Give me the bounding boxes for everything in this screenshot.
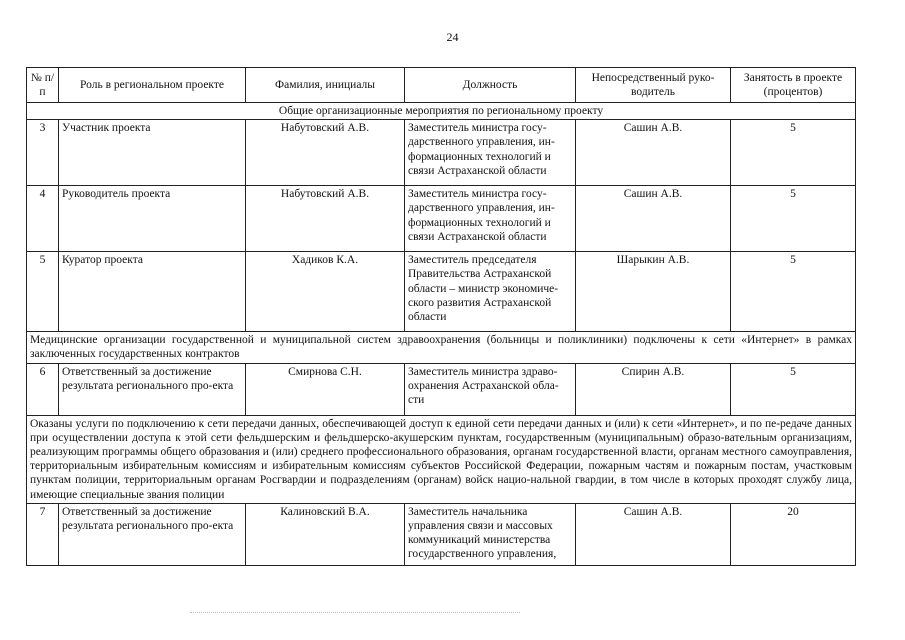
header-employment: Занятость в проекте (процентов) — [731, 68, 856, 103]
cell-manager: Сашин А.В. — [576, 186, 731, 252]
section-row — [27, 332, 856, 363]
header-position: Должность — [405, 68, 576, 103]
cell-num: 3 — [27, 120, 59, 186]
cell-name: Набутовский А.В. — [246, 186, 405, 252]
cell-num: 5 — [27, 252, 59, 332]
cell-position: Заместитель министра госу-дарственного управления, ин-формационных технологий и связи Астраханской области — [405, 120, 576, 186]
cell-manager: Шарыкин А.В. — [576, 252, 731, 332]
cell-name: Смирнова С.Н. — [246, 363, 405, 415]
cell-role: Участник проекта — [59, 120, 246, 186]
header-num: № п/п — [27, 68, 59, 103]
cell-position: Заместитель министра госу-дарственного управления, ин-формационных технологий и связи Астраханской области — [405, 186, 576, 252]
cell-position: Заместитель министра здраво-охранения Астраханской обла-сти — [405, 363, 576, 415]
table-row — [27, 120, 856, 186]
cell-employment: 5 — [731, 252, 856, 332]
table-row — [27, 252, 856, 332]
page-number: 24 — [446, 30, 459, 44]
cell-num: 6 — [27, 363, 59, 415]
cell-num: 7 — [27, 503, 59, 565]
project-roles-table — [26, 67, 856, 566]
table-row — [27, 363, 856, 415]
cell-manager: Сашин А.В. — [576, 120, 731, 186]
section-title: Общие организационные мероприятия по региональному проекту — [27, 103, 856, 120]
section-description: Оказаны услуги по подключению к сети передачи данных, обеспечивающей доступ к единой сети передачи данных и (или) к сети «Интернет», и по пе-редаче данных при осуществлении доступа к этой сети фельдшерским и фельдшерско-акушерским пунктам, государственным (муниципальным) образо-вательным организациям, реализующим программы общего образования и (или) среднего профессионального образования, органам государственной власти, органам местного самоуправления, территориальным избирательным комиссиям и избирательным комиссиям субъектов Российской Федерации, пожарным частям и пожарным постам, участковым пунктам полиции, территориальным органам Росгвардии и подразделениям (органам) войск нацио-нальной гвардии, в том числе в которых проходят службу лица, имеющие специальные звания полиции — [27, 415, 856, 503]
section-row — [27, 103, 856, 120]
table-header-row — [27, 68, 856, 103]
cell-name: Калиновский В.А. — [246, 503, 405, 565]
header-name: Фамилия, инициалы — [246, 68, 405, 103]
cell-employment: 5 — [731, 363, 856, 415]
cell-employment: 5 — [731, 186, 856, 252]
cell-employment: 20 — [731, 503, 856, 565]
cell-role: Куратор проекта — [59, 252, 246, 332]
cell-role: Руководитель проекта — [59, 186, 246, 252]
table-row — [27, 503, 856, 565]
section-row — [27, 415, 856, 503]
cell-name: Набутовский А.В. — [246, 120, 405, 186]
cell-num: 4 — [27, 186, 59, 252]
cell-position: Заместитель председателя Правительства Астраханской области – министр экономиче-ского развития Астраханской области — [405, 252, 576, 332]
cell-role: Ответственный за достижение результата регионального про-екта — [59, 503, 246, 565]
cell-name: Хадиков К.А. — [246, 252, 405, 332]
cell-role: Ответственный за достижение результата регионального про-екта — [59, 363, 246, 415]
header-manager: Непосредственный руко-водитель — [576, 68, 731, 103]
cell-manager: Спирин А.В. — [576, 363, 731, 415]
cell-manager: Сашин А.В. — [576, 503, 731, 565]
cell-employment: 5 — [731, 120, 856, 186]
table-row — [27, 186, 856, 252]
cell-position: Заместитель начальника управления связи и массовых коммуникаций министерства государственного управления, — [405, 503, 576, 565]
header-role: Роль в региональном проекте — [59, 68, 246, 103]
scan-artifact-line — [190, 612, 520, 614]
section-description: Медицинские организации государственной и муниципальной систем здравоохранения (больницы и поликлиники) подключены к сети «Интернет» в рамках заключенных государственных контрактов — [27, 332, 856, 363]
